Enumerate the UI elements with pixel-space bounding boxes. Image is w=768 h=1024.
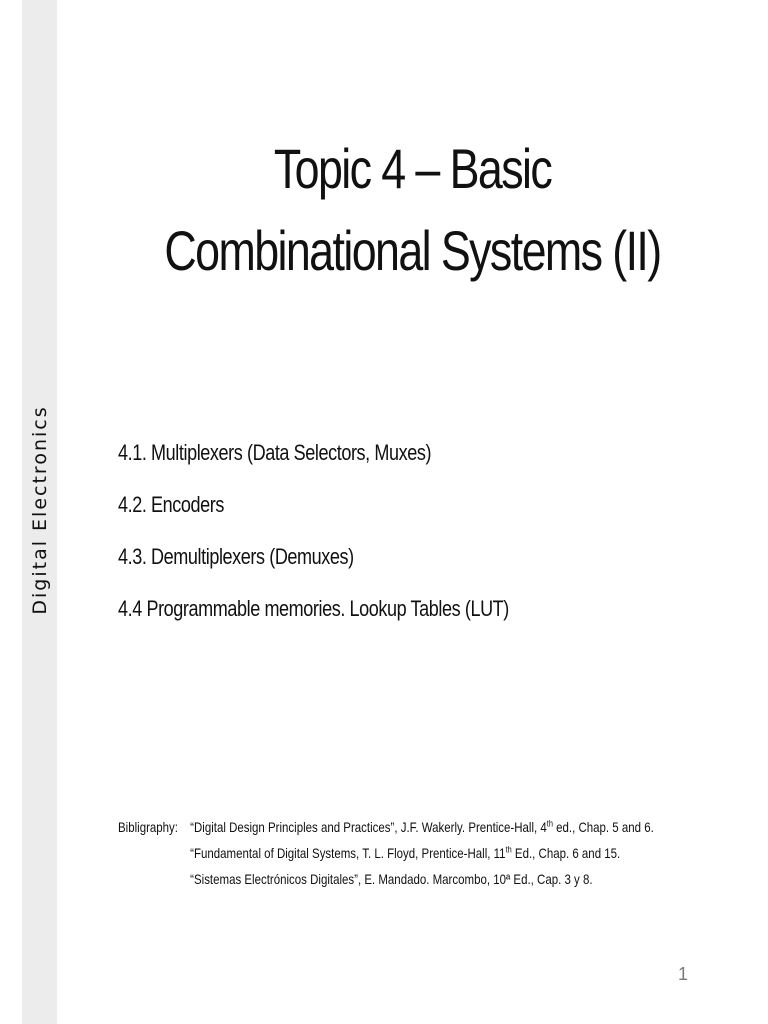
outline-item: 4.2. Encoders [118,492,224,517]
side-label: Digital Electronics [29,405,51,615]
ref-text: “Fundamental of Digital Systems, T. L. Floyd, Prentice-Hall, 11 [190,845,506,861]
side-band-edge [0,0,22,1024]
bibliography-ref [190,840,654,866]
ref-ordinal: th [505,844,512,855]
bibliography-ref [190,814,654,840]
outline-item: 4.3. Demultiplexers (Demuxes) [118,544,354,569]
outline-item: 4.4 Programmable memories. Lookup Tables (LUT) [118,596,509,621]
topic-outline [118,440,509,648]
slide-title-line-1: Topic 4 – Basic [273,137,552,200]
ref-text-tail: Ed., Chap. 6 and 15. [511,845,621,861]
slide-title [128,128,697,292]
ref-text-tail: ed., Chap. 5 and 6. [552,819,654,835]
ref-text: “Sistemas Electrónicos Digitales”, E. Mandado. Marcombo, 10ª Ed., Cap. 3 y 8. [190,871,593,887]
page-number: 1 [677,964,688,984]
bibliography-label: Bibligraphy: [118,819,178,835]
ref-text: “Digital Design Principles and Practices”, J.F. Wakerly. Prentice-Hall, 4 [190,819,547,835]
outline-item: 4.1. Multiplexers (Data Selectors, Muxes) [118,440,432,465]
bibliography-ref [190,866,654,892]
slide-title-line-2: Combinational Systems (II) [164,219,661,282]
bibliography-refs [190,814,654,892]
ref-ordinal: th [546,818,553,829]
